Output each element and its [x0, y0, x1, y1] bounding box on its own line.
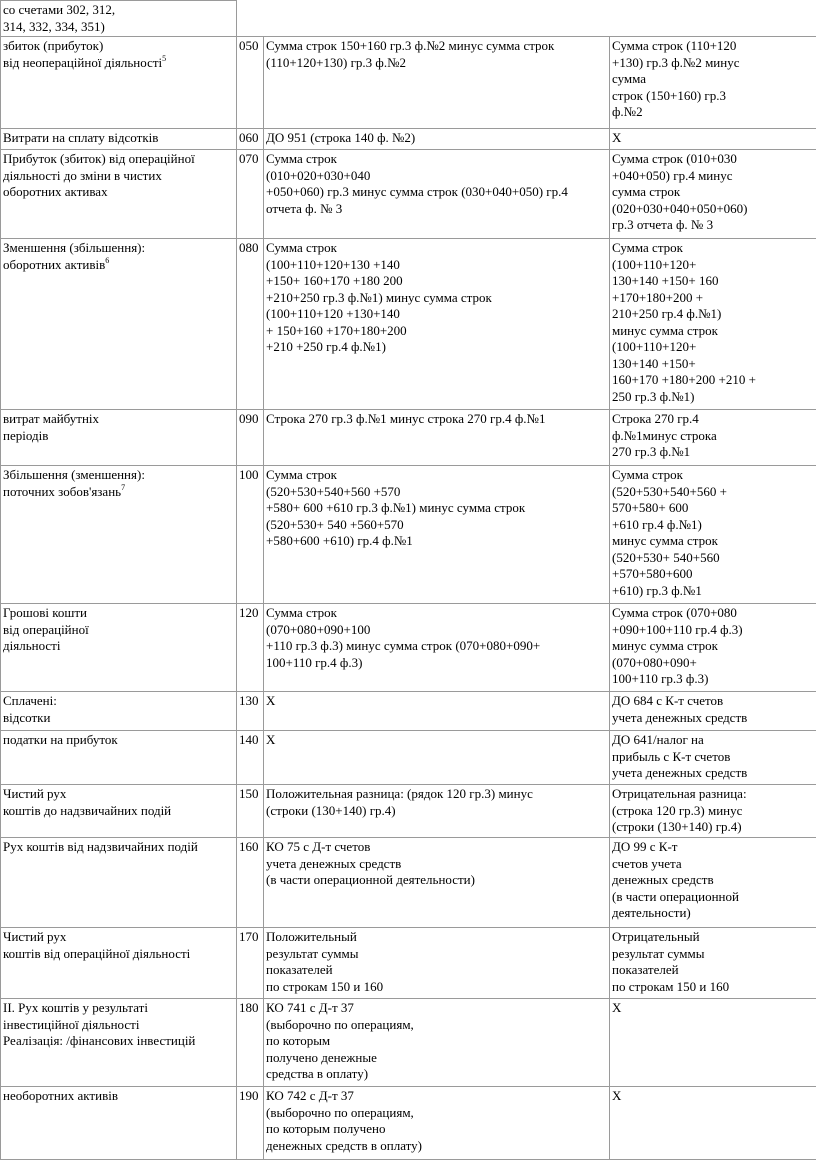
footnote-marker: 5 — [162, 53, 167, 63]
row-formula-cell: Строка 270 гр.3 ф.№1 минус строка 270 гр.4 ф.№1 — [264, 410, 610, 466]
row-alt-formula-cell: Х — [610, 129, 816, 150]
row-formula-cell: Сумма строк (520+530+540+560 +570 +580+ 600 +610 гр.3 ф.№1) минус сумма строк (520+530+ 540 +560+570 +580+600 +610) гр.4 ф.№1 — [264, 466, 610, 604]
row-code-cell: 170 — [237, 928, 264, 999]
row-code-cell: 180 — [237, 999, 264, 1087]
row-label-cell: збиток (прибуток) від неопераційної діяльності$^5$ — [1, 37, 237, 129]
table-row — [1, 150, 816, 239]
row-code-cell: 100 — [237, 466, 264, 604]
row-formula-cell: Сумма строк 150+160 гр.3 ф.№2 минус сумма строк (110+120+130) гр.3 ф.№2 — [264, 37, 610, 129]
table-row — [1, 1, 816, 37]
row-label-cell: Сплачені: відсотки — [1, 692, 237, 731]
row-label-cell: Чистий рух коштів від операційної діяльності — [1, 928, 237, 999]
row-formula-cell: Сумма строк (070+080+090+100 +110 гр.3 ф.3) минус сумма строк (070+080+090+ 100+110 гр.4 ф.3) — [264, 604, 610, 692]
row-code-cell: 190 — [237, 1087, 264, 1160]
row-formula-cell: Положительная разница: (рядок 120 гр.3) минус (строки (130+140) гр.4) — [264, 785, 610, 838]
footnote-marker: 6 — [105, 255, 110, 265]
row-code-cell: 140 — [237, 731, 264, 785]
row-code-cell: 090 — [237, 410, 264, 466]
table-row — [1, 37, 816, 129]
table-row — [1, 410, 816, 466]
table-row — [1, 239, 816, 410]
table-row — [1, 999, 816, 1087]
row-code-cell: 120 — [237, 604, 264, 692]
table-row — [1, 129, 816, 150]
row-formula-cell: КО 741 с Д-т 37 (выборочно по операциям, по которым получено денежные средства в оплату) — [264, 999, 610, 1087]
row-label-cell: податки на прибуток — [1, 731, 237, 785]
row-formula-cell: Сумма строк (100+110+120+130 +140 +150+ 160+170 +180 200 +210+250 гр.3 ф.№1) минус сумма строк (100+110+120 +130+140 + 150+160 +170+180+200 +210 +250 гр.4 ф.№1) — [264, 239, 610, 410]
row-label-cell: витрат майбутніх періодів — [1, 410, 237, 466]
table-row — [1, 928, 816, 999]
row-alt-formula-cell: Сумма строк (100+110+120+ 130+140 +150+ 160 +170+180+200 + 210+250 гр.4 ф.№1) минус сумма строк (100+110+120+ 130+140 +150+ 160+170 +180+200 +210 + 250 гр.3 ф.№1) — [610, 239, 816, 410]
row-alt-formula-cell: Отрицательная разница: (строка 120 гр.3) минус (строки (130+140) гр.4) — [610, 785, 816, 838]
row-alt-formula-cell: Сумма строк (520+530+540+560 + 570+580+ 600 +610 гр.4 ф.№1) минус сумма строк (520+530+ 540+560 +570+580+600 +610) гр.3 ф.№1 — [610, 466, 816, 604]
row-label-cell: со счетами 302, 312, 314, 332, 334, 351) — [1, 1, 237, 37]
table-row — [1, 731, 816, 785]
row-label-cell: необоротних активів — [1, 1087, 237, 1160]
row-alt-formula-cell: ДО 641/налог на прибыль с К-т счетов учета денежных средств — [610, 731, 816, 785]
row-label-cell: Збільшення (зменшення): поточних зобов'язань$^7$ — [1, 466, 237, 604]
row-code-cell: 070 — [237, 150, 264, 239]
row-label-cell: Витрати на сплату відсотків — [1, 129, 237, 150]
row-code-cell: 160 — [237, 838, 264, 928]
row-alt-formula-cell: Строка 270 гр.4 ф.№1минус строка 270 гр.3 ф.№1 — [610, 410, 816, 466]
table-row — [1, 1087, 816, 1160]
table-row — [1, 604, 816, 692]
table-row — [1, 692, 816, 731]
row-alt-formula-cell: Х — [610, 999, 816, 1087]
row-label-cell: Грошові кошти від операційної діяльності — [1, 604, 237, 692]
row-label-cell: Рух коштів від надзвичайних подій — [1, 838, 237, 928]
row-label-cell: Прибуток (збиток) від операційної діяльності до зміни в чистих оборотних активах — [1, 150, 237, 239]
footnote-marker: 7 — [121, 482, 126, 492]
row-formula-cell: ДО 951 (строка 140 ф. №2) — [264, 129, 610, 150]
table-row — [1, 466, 816, 604]
row-alt-formula-cell: Отрицательный результат суммы показателей по строкам 150 и 160 — [610, 928, 816, 999]
row-alt-formula-cell: ДО 684 с К-т счетов учета денежных средств — [610, 692, 816, 731]
row-code-cell: 130 — [237, 692, 264, 731]
row-alt-formula-cell: Сумма строк (110+120 +130) гр.3 ф.№2 минус сумма строк (150+160) гр.3 ф.№2 — [610, 37, 816, 129]
row-formula-cell: Х — [264, 731, 610, 785]
row-code-cell: 050 — [237, 37, 264, 129]
row-alt-formula-cell: ДО 99 с К-т счетов учета денежных средств (в части операционной деятельности) — [610, 838, 816, 928]
row-alt-formula-cell: Х — [610, 1087, 816, 1160]
row-label-cell: Зменшення (збільшення): оборотних активів$^6$ — [1, 239, 237, 410]
table-row — [1, 838, 816, 928]
row-label-cell: Чистий рух коштів до надзвичайних подій — [1, 785, 237, 838]
row-formula-cell: КО 75 с Д-т счетов учета денежных средств (в части операционной деятельности) — [264, 838, 610, 928]
row-code-cell: 150 — [237, 785, 264, 838]
row-code-cell: 080 — [237, 239, 264, 410]
row-formula-cell: Положительный результат суммы показателей по строкам 150 и 160 — [264, 928, 610, 999]
row-label-cell: ІІ. Рух коштів у результаті інвестиційної діяльності Реалізація: /фінансових інвестицій — [1, 999, 237, 1087]
table-row — [1, 785, 816, 838]
row-alt-formula-cell: Сумма строк (010+030 +040+050) гр.4 минус сумма строк (020+030+040+050+060) гр.3 отчета ф. № 3 — [610, 150, 816, 239]
row-formula-cell: КО 742 с Д-т 37 (выборочно по операциям, по которым получено денежных средств в оплату) — [264, 1087, 610, 1160]
row-formula-cell: Сумма строк (010+020+030+040 +050+060) гр.3 минус сумма строк (030+040+050) гр.4 отчета ф. № 3 — [264, 150, 610, 239]
row-formula-cell: Х — [264, 692, 610, 731]
row-alt-formula-cell: Сумма строк (070+080 +090+100+110 гр.4 ф.3) минус сумма строк (070+080+090+ 100+110 гр.3 ф.3) — [610, 604, 816, 692]
row-code-cell: 060 — [237, 129, 264, 150]
